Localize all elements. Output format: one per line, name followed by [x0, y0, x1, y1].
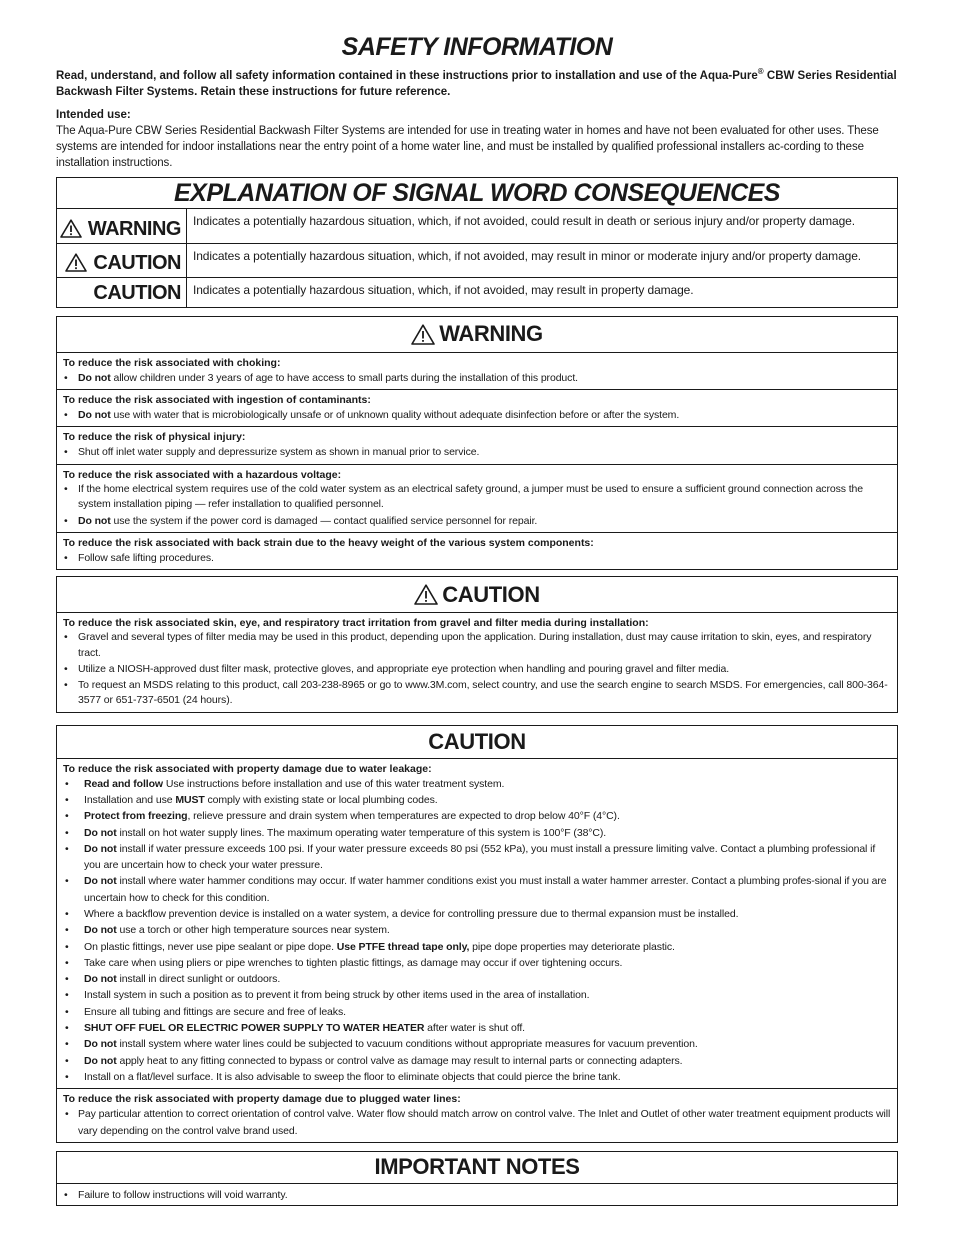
list-item: • Follow safe lifting procedures. [63, 550, 891, 566]
list-item: • Do not install where water hammer conditions may occur. If water hammer conditions exist you must install a water hammer arrester. Contact a plumbing profes-sional if you are uncertain how to check for this condition. [63, 873, 891, 906]
list-item: • Utilize a NIOSH-approved dust filter mask, protective gloves, and appropriate eye protection when handling and pouring gravel and filter media. [63, 661, 891, 677]
list-item: • Do not install in direct sunlight or outdoors. [63, 971, 891, 987]
list-item: • Do not allow children under 3 years of age to have access to small parts during the installation of this product. [63, 370, 891, 386]
registered-mark: ® [757, 67, 764, 76]
caution-section-irritation [57, 613, 897, 711]
list-item: • Do not install system where water lines could be subjected to vacuum conditions without appropriate measures for vacuum prevention. [63, 1036, 891, 1052]
section-heading: To reduce the risk of physical injury: [63, 431, 246, 444]
list-item: • Take care when using pliers or pipe wrenches to tighten plastic fittings, as damage may occur if over tightening occurs. [63, 955, 891, 971]
section-heading: To reduce the risk associated with ingestion of contaminants: [63, 394, 371, 407]
signal-label-text: WARNING [87, 217, 181, 240]
intended-use-heading: Intended use: [56, 108, 131, 121]
list-item: • Do not install on hot water supply lines. The maximum operating water temperature of this system is 100°F (38°C). [63, 825, 891, 841]
intro-text-after: CBW Series Residential Backwash Filter Systems. Retain these instructions for future reference. [56, 69, 897, 98]
warning-section-choking [57, 353, 897, 389]
signal-label-text: CAUTION [93, 251, 181, 274]
signal-row-warning [57, 209, 897, 243]
signal-description: Indicates a potentially hazardous situation, which, if not avoided, could result in death or serious injury and/or property damage. [193, 213, 855, 228]
caution-box-header [57, 577, 897, 613]
caution-property-box-header [57, 726, 897, 759]
signal-row-caution-injury [57, 243, 897, 277]
list-item: • Install system in such a position as to prevent it from being struck by other items used in the area of installation. [63, 987, 891, 1003]
list-item: • If the home electrical system requires use of the cold water system as an electrical safety ground, a jumper must be used to ensure a sufficient ground connection across the system installation piping — refer installation to qualified personnel. [63, 482, 891, 513]
section-heading: To reduce the risk associated with back strain due to the heavy weight of the various system components: [63, 537, 594, 550]
intended-use-text: The Aqua-Pure CBW Series Residential Backwash Filter Systems are intended for use in treating water in homes and have not been evaluated for other uses. These systems are intended for indoor installations near the entry point of a home water line, and must be installed by qualified professional installers ac-cording to these installation instructions. [56, 124, 879, 169]
warning-section-back-strain [57, 532, 897, 569]
list-item: • Do not install if water pressure exceeds 100 psi. If your water pressure exceeds 80 psi (552 kPa), you must install a pressure limiting valve. Contact a plumbing professional if you are uncertain how to check your water pressure. [63, 841, 891, 874]
caution-box-title: CAUTION [442, 581, 540, 607]
important-notes-box [56, 1151, 898, 1206]
signal-label-caution-property [57, 278, 187, 307]
warning-section-contaminants [57, 389, 897, 426]
important-notes-section [57, 1184, 897, 1205]
list-item: • Install on a flat/level surface. It is also advisable to sweep the floor to eliminate objects that could pierce the brine tank. [63, 1069, 891, 1085]
intro-text-before: Read, understand, and follow all safety information contained in these instructions prior to installation and use of the Aqua-Pure [56, 69, 758, 82]
warning-triangle-icon [414, 584, 438, 605]
page-title: SAFETY INFORMATION [341, 33, 613, 61]
caution-property-box-title: CAUTION [428, 728, 526, 754]
warning-box-header [57, 317, 897, 353]
signal-word-rows [57, 209, 897, 307]
caution-box [56, 576, 898, 712]
list-item: • Ensure all tubing and fittings are secure and free of leaks. [63, 1004, 891, 1020]
list-item: • Do not use with water that is microbiologically unsafe or of unknown quality without adequate disinfection before or after the system. [63, 407, 891, 423]
warning-triangle-icon [65, 253, 87, 272]
section-heading: To reduce the risk associated with property damage due to water leakage: [63, 762, 432, 775]
leakage-list [63, 776, 891, 1086]
warning-triangle-icon [411, 324, 435, 345]
list-item: • Where a backflow prevention device is installed on a water system, a device for controlling pressure due to thermal expansion must be installed. [63, 906, 891, 922]
section-heading: To reduce the risk associated skin, eye, and respiratory tract irritation from gravel and filter media during installation: [63, 617, 649, 630]
list-item: • Do not use the system if the power cord is damaged — contact qualified service personnel for repair. [63, 513, 891, 529]
list-item: • On plastic fittings, never use pipe sealant or pipe dope. Use PTFE thread tape only, pipe dope properties may deteriorate plastic. [63, 939, 891, 955]
signal-row-caution-property [57, 277, 897, 307]
list-item: • Do not apply heat to any fitting connected to bypass or control valve as damage may result to internal parts or connecting adapters. [63, 1053, 891, 1069]
list-item: • Pay particular attention to correct orientation of control valve. Water flow should match arrow on control valve. The Inlet and Outlet of other water treatment equipment products will vary depending on the control valve brand used. [63, 1106, 891, 1139]
intro-paragraph [56, 64, 898, 100]
warning-box-title: WARNING [439, 321, 543, 347]
warning-section-physical-injury [57, 426, 897, 463]
caution-section-leakage [57, 759, 897, 1089]
section-heading: To reduce the risk associated with property damage due to plugged water lines: [63, 1093, 461, 1106]
signal-description: Indicates a potentially hazardous situation, which, if not avoided, may result in minor or moderate injury and/or property damage. [193, 248, 862, 263]
signal-label-caution [57, 244, 187, 277]
safety-page [56, 32, 898, 1206]
list-item: • To request an MSDS relating to this product, call 203-238-8965 or go to www.3M.com, select country, and use the search engine to search MSDS. For emergencies, call 800-364-3577 or 651-737-6501 (24 hours). [63, 678, 891, 709]
list-item: • Shut off inlet water supply and depressurize system as shown in manual prior to service. [63, 444, 891, 460]
plugged-list [63, 1106, 891, 1139]
section-heading: To reduce the risk associated with choking: [63, 356, 281, 369]
caution-section-plugged-lines [57, 1088, 897, 1142]
signal-word-title: EXPLANATION OF SIGNAL WORD CONSEQUENCES [57, 178, 897, 209]
warning-box [56, 316, 898, 570]
signal-label-warning [57, 209, 187, 243]
signal-word-box [56, 177, 898, 308]
signal-label-text: CAUTION [93, 281, 181, 304]
warning-section-voltage [57, 464, 897, 532]
list-item: • Gravel and several types of filter media may be used in this product, depending upon the application. During installation, dust may cause irritation to skin, eyes, and respiratory tract. [63, 630, 891, 661]
section-heading: To reduce the risk associated with a hazardous voltage: [63, 468, 342, 481]
signal-description: Indicates a potentially hazardous situation, which, if not avoided, may result in property damage. [193, 282, 694, 297]
list-item: • SHUT OFF FUEL OR ELECTRIC POWER SUPPLY TO WATER HEATER after water is shut off. [63, 1020, 891, 1036]
list-item: • Protect from freezing, relieve pressure and drain system when temperatures are expected to drop below 40°F (4°C). [63, 808, 891, 824]
list-item: • Read and follow Use instructions before installation and use of this water treatment system. [63, 776, 891, 792]
warning-triangle-icon [60, 219, 82, 238]
list-item: • Do not use a torch or other high temperature sources near system. [63, 922, 891, 938]
important-notes-title: IMPORTANT NOTES [374, 1154, 580, 1180]
caution-property-box [56, 725, 898, 1143]
important-notes-header [57, 1152, 897, 1184]
list-item: • Failure to follow instructions will void warranty. [63, 1187, 891, 1203]
list-item: • Installation and use MUST comply with existing state or local plumbing codes. [63, 792, 891, 808]
